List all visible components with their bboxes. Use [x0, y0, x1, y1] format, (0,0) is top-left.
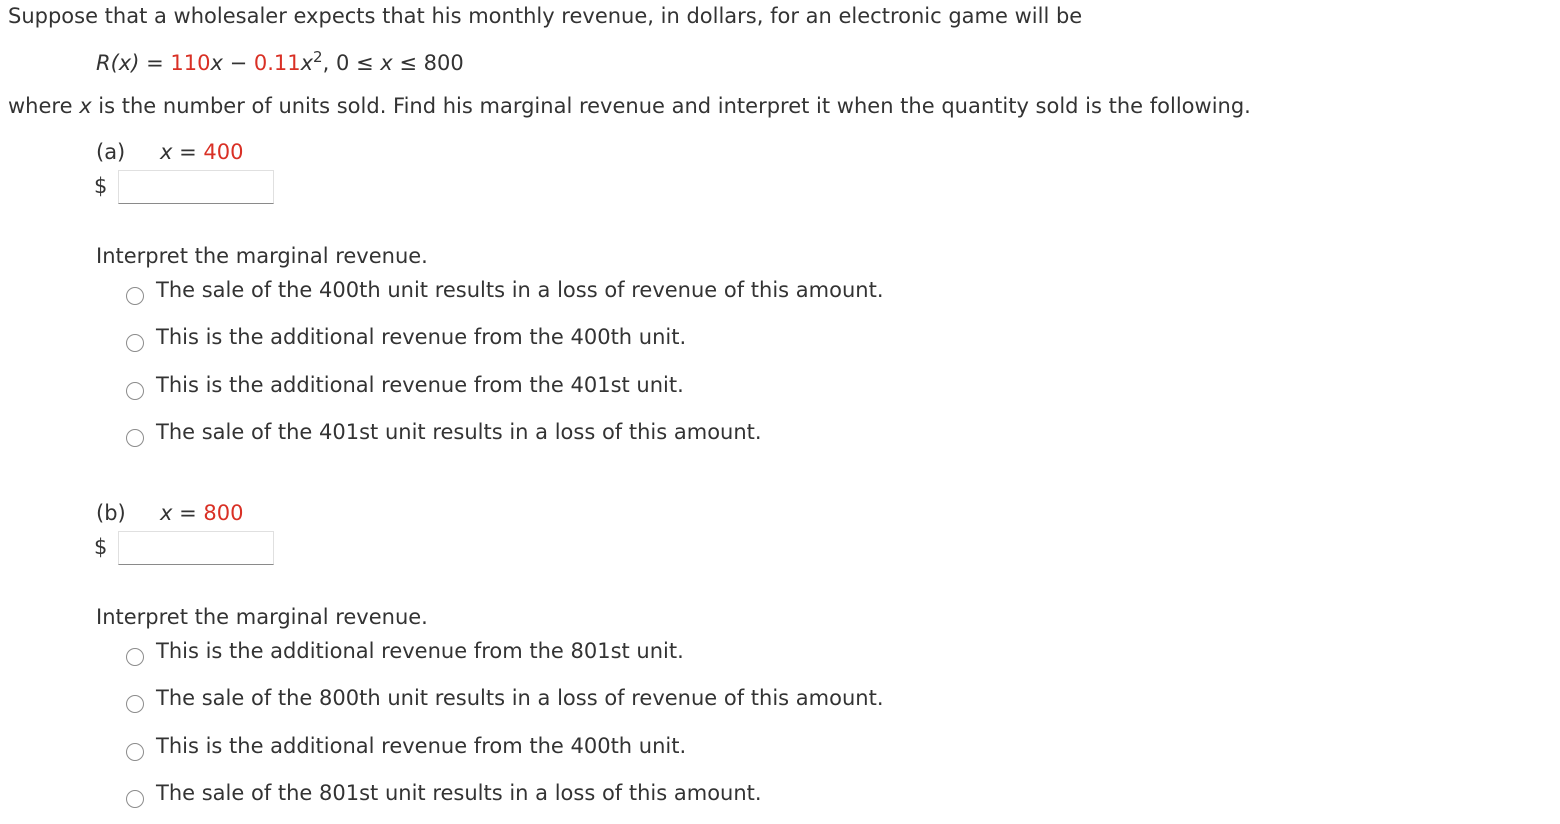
- radio-button[interactable]: [126, 743, 144, 761]
- equation-exponent: 2: [313, 48, 323, 66]
- equation-var2: x: [300, 51, 314, 75]
- part-a-x-value: 400: [203, 140, 244, 164]
- equation-var1: x: [210, 51, 223, 75]
- option-label: The sale of the 801st unit results in a loss of this amount.: [156, 781, 762, 805]
- task-var: x: [79, 94, 92, 118]
- equation-minus: −: [222, 51, 254, 75]
- part-b-currency: $: [94, 535, 108, 559]
- part-b-answer-input[interactable]: [118, 531, 274, 565]
- part-a-answer-input[interactable]: [118, 170, 274, 204]
- equation-domain-suffix: ≤ 800: [392, 51, 464, 75]
- radio-button[interactable]: [126, 695, 144, 713]
- task-suffix: is the number of units sold. Find his marginal revenue and interpret it when the quantity sold is the following.: [91, 94, 1251, 118]
- part-a-currency: $: [94, 174, 108, 198]
- option-label: The sale of the 800th unit results in a loss of revenue of this amount.: [156, 686, 884, 710]
- part-b-interpret-prompt: Interpret the marginal revenue.: [96, 605, 428, 629]
- option-label: This is the additional revenue from the 400th unit.: [156, 734, 687, 758]
- task-prefix: where: [8, 94, 80, 118]
- part-a-interpret-prompt: Interpret the marginal revenue.: [96, 244, 428, 268]
- equation-coef2: 0.11: [253, 51, 301, 75]
- part-a-x-label: x =: [160, 140, 204, 164]
- part-b-x-value: 800: [203, 501, 244, 525]
- option-label: The sale of the 400th unit results in a loss of revenue of this amount.: [156, 278, 884, 302]
- part-b-label: (b): [96, 501, 126, 525]
- radio-button[interactable]: [126, 287, 144, 305]
- part-a-x: [160, 140, 243, 164]
- equation-coef1: 110: [170, 51, 211, 75]
- option-label: This is the additional revenue from the 400th unit.: [156, 325, 687, 349]
- equation-domain-prefix: , 0 ≤: [322, 51, 381, 75]
- part-a-label: (a): [96, 140, 126, 164]
- part-b-x: [160, 501, 243, 525]
- problem-intro: Suppose that a wholesaler expects that his monthly revenue, in dollars, for an electronic game will be: [8, 4, 1083, 28]
- option-label: This is the additional revenue from the 401st unit.: [156, 373, 684, 397]
- radio-button[interactable]: [126, 790, 144, 808]
- equation-equals: =: [139, 51, 171, 75]
- radio-button[interactable]: [126, 648, 144, 666]
- option-label: This is the additional revenue from the 801st unit.: [156, 639, 684, 663]
- equation-lhs: R(x): [96, 51, 140, 75]
- task-statement: [8, 94, 1251, 118]
- radio-button[interactable]: [126, 382, 144, 400]
- option-label: The sale of the 401st unit results in a loss of this amount.: [156, 420, 762, 444]
- revenue-equation: [96, 48, 464, 75]
- radio-button[interactable]: [126, 334, 144, 352]
- equation-domain-var: x: [380, 51, 393, 75]
- radio-button[interactable]: [126, 429, 144, 447]
- part-b-x-label: x =: [160, 501, 204, 525]
